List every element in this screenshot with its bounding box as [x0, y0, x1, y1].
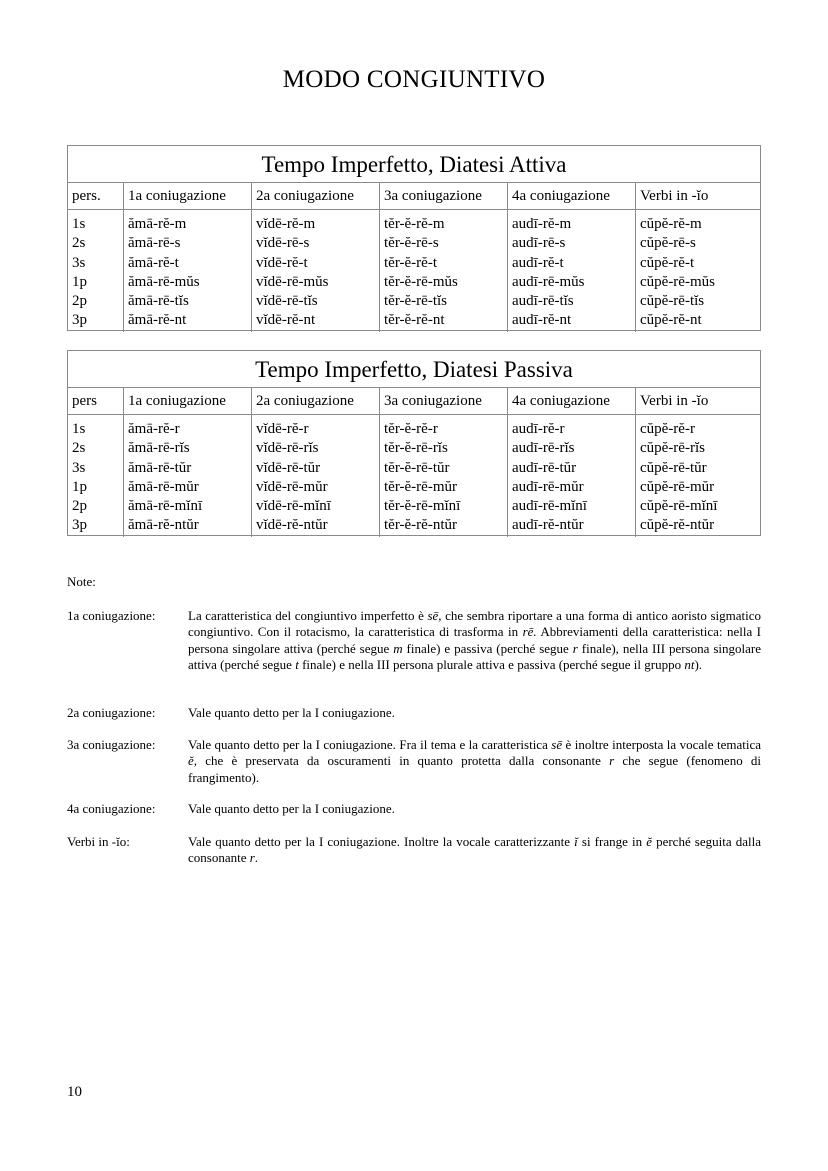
verb-form-cell: vĭdē-rē-s — [256, 235, 310, 252]
person-cell: 1p — [72, 273, 87, 290]
note-segment: che sembra riportare a una forma di antico aoristo sigmatico congiuntivo. Con il rotacismo, la caratteristica di trasforma in — [188, 608, 761, 640]
person-cell: 1p — [72, 478, 87, 495]
verb-form-cell: audī-rē-mŭr — [512, 478, 584, 495]
italic-term: r — [609, 753, 615, 769]
conjugation-column-1 — [123, 210, 251, 332]
verb-form-cell: ămā-rĕ-m — [128, 216, 187, 232]
italic-term: r — [572, 640, 578, 656]
verb-form-cell: tĕr-ĕ-rĕ-ntŭr — [384, 517, 457, 534]
note-segment: finale), nella III persona singolare attiva (perché segue — [188, 640, 761, 673]
column-header: pers. — [72, 188, 101, 204]
person-cell: 2s — [72, 235, 86, 252]
verb-form-cell: ămā-rĕ-t — [128, 254, 179, 271]
note-label: 3a coniugazione: — [67, 737, 156, 752]
note-segment: . — [254, 850, 259, 866]
verb-form-cell: audī-rē-mŭs — [512, 273, 585, 290]
conjugation-column-io — [635, 210, 760, 332]
person-cell: 3p — [72, 517, 87, 534]
italic-term: t — [295, 657, 299, 673]
conjugation-column-2 — [251, 415, 379, 537]
verb-form-cell: vĭdē-rē-rĭs — [256, 440, 319, 457]
verb-form-cell: audī-rē-rĭs — [512, 440, 575, 457]
verb-form-cell: vĭdē-rē-mĭnī — [256, 498, 331, 515]
note-segment: Abbreviamenti della caratteristica: nella I persona singolare attiva (perché segue — [188, 624, 762, 656]
table-title: Tempo Imperfetto, Diatesi Attiva — [68, 146, 760, 183]
person-cell: 3s — [72, 459, 86, 476]
verb-form-cell: audī-rĕ-t — [512, 254, 564, 271]
verb-form-cell: cŭpĕ-rē-mŭs — [640, 273, 715, 290]
person-cell: 1s — [72, 421, 86, 437]
verb-form-cell: cŭpĕ-rĕ-t — [640, 254, 695, 271]
person-column — [68, 210, 123, 332]
note-segment: Vale quanto detto per la I coniugazione. — [188, 705, 395, 720]
active-conjugation-table — [67, 145, 761, 331]
verb-form-cell: vĭdē-rē-tĭs — [256, 293, 318, 310]
table-title: Tempo Imperfetto, Diatesi Passiva — [68, 351, 760, 388]
verb-form-cell: ămā-rĕ-r — [128, 421, 180, 437]
verb-form-cell: vĭdē-rĕ-nt — [256, 312, 316, 329]
verb-form-cell: vĭdē-rē-tŭr — [256, 459, 321, 476]
verb-form-cell: ămā-rē-mĭnī — [128, 498, 203, 515]
note-segment: finale) e nella III persona plurale attiva e passiva (perché segue il gruppo — [298, 657, 685, 673]
verb-form-cell: cŭpĕ-rē-rĭs — [640, 440, 705, 457]
italic-term: ĕ, — [188, 753, 198, 769]
italic-term: sē, — [427, 608, 442, 623]
column-header: 4a coniugazione — [507, 183, 635, 209]
note-segment: Vale quanto detto per la I coniugazione. Fra il tema e la caratteristica — [188, 737, 552, 752]
column-header: 3a coniugazione — [379, 388, 507, 414]
passive-conjugation-table — [67, 350, 761, 536]
column-header: 2a coniugazione — [251, 388, 379, 414]
page-number: 10 — [67, 1084, 82, 1100]
conjugation-column-4 — [507, 210, 635, 332]
verb-form-cell: vĭdē-rĕ-t — [256, 254, 308, 271]
verb-form-cell: audī-rĕ-r — [512, 421, 565, 437]
verb-form-cell: cŭpĕ-rē-tĭs — [640, 293, 705, 310]
italic-term: ĭ — [574, 834, 578, 849]
italic-term: nt — [684, 657, 695, 673]
note-label: Verbi in -ĭo: — [67, 834, 130, 849]
verb-form-cell: audī-rĕ-ntŭr — [512, 517, 584, 534]
note-text — [188, 737, 761, 786]
verb-form-cell: cŭpĕ-rĕ-nt — [640, 312, 702, 329]
note-segment: è inoltre interposta la vocale tematica — [562, 737, 761, 752]
verb-form-cell: audī-rē-mĭnī — [512, 498, 587, 515]
verb-form-cell: ămā-rē-rĭs — [128, 440, 190, 457]
note-segment: Vale quanto detto per la I coniugazione. — [188, 801, 395, 816]
table-body — [68, 210, 760, 332]
column-header: 1a coniugazione — [123, 388, 251, 414]
verb-form-cell: cŭpĕ-rĕ-m — [640, 216, 702, 232]
person-cell: 2p — [72, 293, 87, 310]
verb-form-cell: cŭpĕ-rē-tŭr — [640, 459, 707, 476]
table-body — [68, 415, 760, 537]
verb-form-cell: tĕr-ĕ-rĕ-r — [384, 421, 438, 437]
italic-term: sē — [551, 737, 563, 752]
conjugation-column-io — [635, 415, 760, 537]
verb-form-cell: tĕr-ĕ-rĕ-t — [384, 254, 437, 271]
note-segment: perché seguita dalla consonante — [188, 834, 761, 866]
note-segment: che è preservata da oscuramenti in quanto protetta dalla consonante — [197, 753, 610, 769]
verb-form-cell: cŭpĕ-rĕ-r — [640, 421, 695, 437]
column-header: 4a coniugazione — [507, 388, 635, 414]
verb-form-cell: ămā-rē-mŭs — [128, 273, 200, 290]
verb-form-cell: vĭdē-rē-mŭs — [256, 273, 329, 290]
verb-form-cell: audī-rĕ-nt — [512, 312, 572, 329]
verb-form-cell: vĭdē-rĕ-m — [256, 216, 316, 232]
note-segment: ). — [694, 657, 703, 673]
conjugation-column-3 — [379, 210, 507, 332]
verb-form-cell: audī-rē-s — [512, 235, 566, 252]
verb-form-cell: ămā-rĕ-nt — [128, 312, 187, 329]
column-header: Verbi in -ĭo — [635, 388, 760, 414]
verb-form-cell: tĕr-ĕ-rĕ-m — [384, 216, 445, 232]
note-segment: Vale quanto detto per la I coniugazione. Inoltre la vocale caratterizzante — [188, 834, 575, 849]
person-cell: 3s — [72, 254, 86, 271]
verb-form-cell: tĕr-ĕ-rē-tŭr — [384, 459, 450, 476]
italic-term: ĕ — [646, 834, 652, 849]
note-label: 4a coniugazione: — [67, 801, 156, 816]
note-segment: finale) e passiva (perché segue — [402, 640, 573, 656]
note-segment: si frange in — [577, 834, 647, 849]
column-header: 1a coniugazione — [123, 183, 251, 209]
table-header-row — [68, 183, 760, 210]
conjugation-column-3 — [379, 415, 507, 537]
verb-form-cell: ămā-rē-tĭs — [128, 293, 189, 310]
verb-form-cell: cŭpĕ-rē-mŭr — [640, 478, 715, 495]
verb-form-cell: vĭdē-rē-mŭr — [256, 478, 328, 495]
italic-term: r — [249, 850, 255, 866]
conjugation-column-2 — [251, 210, 379, 332]
column-header: 2a coniugazione — [251, 183, 379, 209]
note-text — [188, 801, 761, 817]
column-header: pers — [72, 393, 97, 409]
note-segment: che segue (fenomeno di frangimento). — [188, 753, 761, 785]
note-label: 2a coniugazione: — [67, 705, 156, 720]
verb-form-cell: tĕr-ĕ-rē-mĭnī — [384, 498, 461, 515]
italic-term: m — [393, 640, 403, 656]
notes-heading: Note: — [67, 574, 96, 589]
column-header: 3a coniugazione — [379, 183, 507, 209]
person-column — [68, 415, 123, 537]
verb-form-cell: audī-rē-tŭr — [512, 459, 577, 476]
verb-form-cell: vĭdē-rĕ-r — [256, 421, 309, 437]
person-cell: 1s — [72, 216, 86, 232]
verb-form-cell: audī-rē-tĭs — [512, 293, 574, 310]
conjugation-column-1 — [123, 415, 251, 537]
verb-form-cell: ămā-rĕ-ntŭr — [128, 517, 199, 534]
verb-form-cell: tĕr-ĕ-rē-mŭs — [384, 273, 458, 290]
page-title: MODO CONGIUNTIVO — [282, 66, 546, 93]
italic-term: rē. — [522, 624, 537, 640]
verb-form-cell: tĕr-ĕ-rē-s — [384, 235, 439, 252]
verb-form-cell: tĕr-ĕ-rē-rĭs — [384, 440, 448, 457]
note-text — [188, 608, 761, 674]
verb-form-cell: tĕr-ĕ-rē-tĭs — [384, 293, 447, 310]
note-label: 1a coniugazione: — [67, 608, 156, 623]
person-cell: 2s — [72, 440, 86, 457]
verb-form-cell: vĭdē-rĕ-ntŭr — [256, 517, 328, 534]
verb-form-cell: ămā-rē-mŭr — [128, 478, 199, 495]
conjugation-column-4 — [507, 415, 635, 537]
note-text — [188, 834, 761, 867]
verb-form-cell: cŭpĕ-rĕ-ntŭr — [640, 517, 715, 534]
note-text — [188, 705, 761, 721]
person-cell: 3p — [72, 312, 87, 329]
verb-form-cell: cŭpĕ-rē-s — [640, 235, 696, 252]
verb-form-cell: cŭpĕ-rē-mĭnī — [640, 498, 718, 515]
verb-form-cell: audī-rĕ-m — [512, 216, 572, 232]
note-segment: La caratteristica del congiuntivo imperfetto è — [188, 608, 428, 623]
verb-form-cell: tĕr-ĕ-rĕ-nt — [384, 312, 445, 329]
verb-form-cell: ămā-rē-s — [128, 235, 181, 252]
verb-form-cell: ămā-rē-tŭr — [128, 459, 192, 476]
person-cell: 2p — [72, 498, 87, 515]
table-header-row — [68, 388, 760, 415]
verb-form-cell: tĕr-ĕ-rē-mŭr — [384, 478, 457, 495]
column-header: Verbi in -ĭo — [635, 183, 760, 209]
